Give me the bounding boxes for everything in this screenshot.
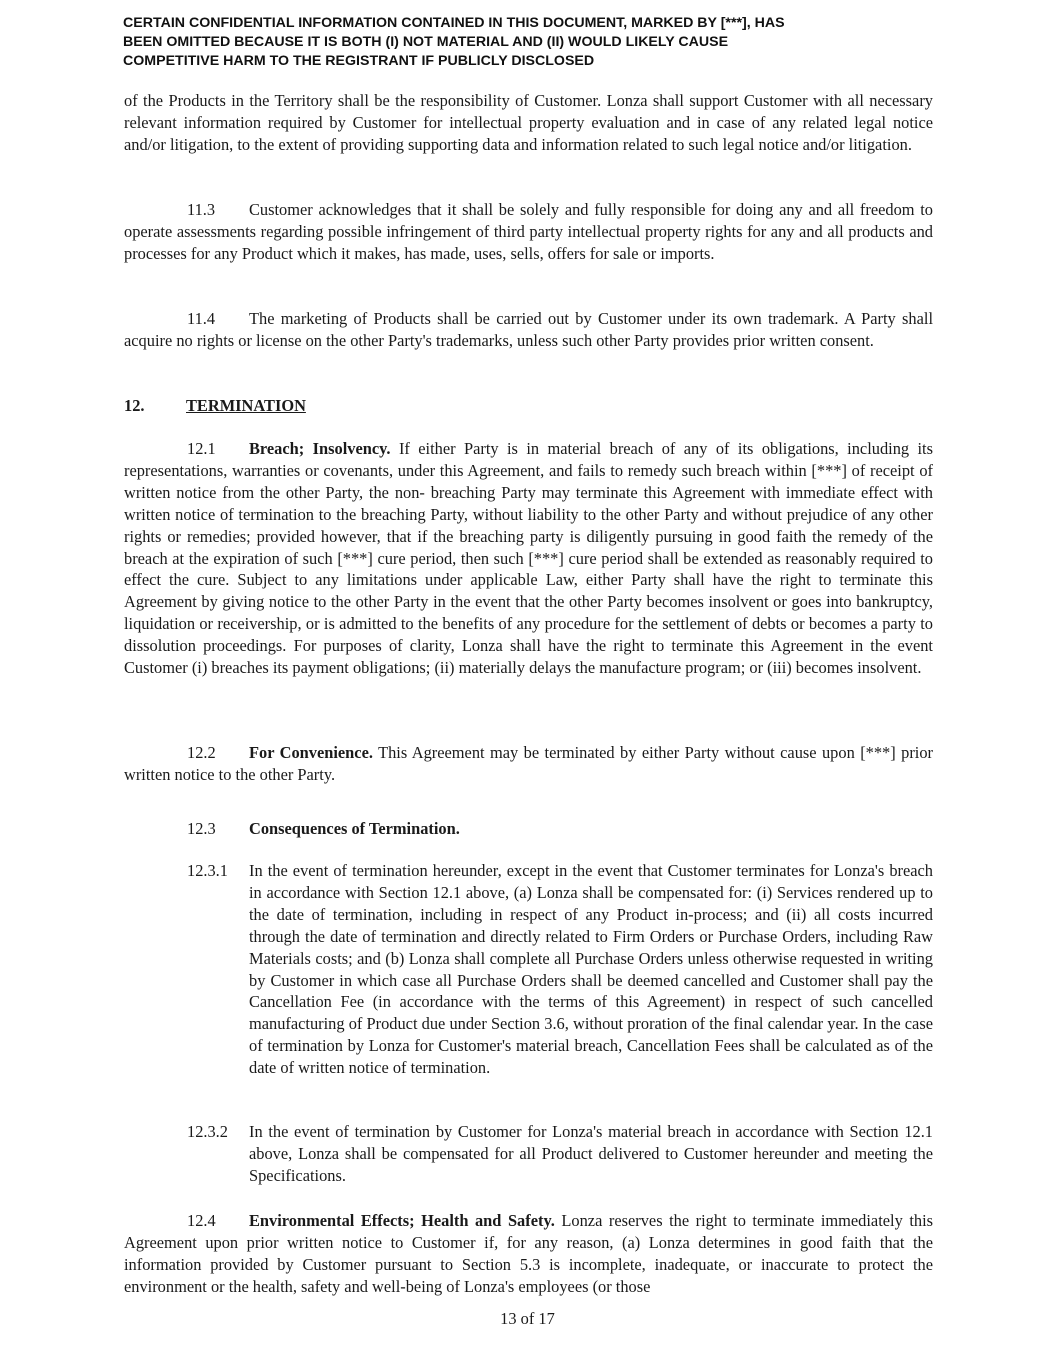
section-title: Consequences of Termination.	[249, 819, 460, 838]
section-number: 12.3.2	[187, 1122, 228, 1141]
section-text: In the event of termination hereunder, except in the event that Customer terminates for Lonza's breach in accordance with Section 12.1 above, (a) Lonza shall be compensated for: (i) Services rendered up to the date of termination, including in respect of any Product in-process; and (ii) all costs incurred through the date of termination and directly related to Firm Orders or Purchase Orders, including Raw Materials costs; and (b) Lonza shall complete all Purchase Orders unless otherwise requested in writing by Customer in which case all Purchase Orders shall be deemed cancelled and Customer shall pay the Cancellation Fee (in accordance with the terms of this Agreement) in respect of such cancelled manufacturing of Product due under Section 3.6, without proration of the final calendar year. In the case of termination by Lonza for Customer's material breach, Cancellation Fees shall be calculated as of the date of written notice of termination.	[249, 861, 933, 1078]
section-text: Lonza reserves the right to terminate immediately this Agreement upon prior written notice to Customer if, for any reason, (a) Lonza determines in good faith that the information provided by Customer pursuant to Section 5.3 is incomplete, inadequate, or inaccurate to protect the environment or the health, safety and well-being of Lonza's employees (or those	[124, 1211, 934, 1296]
confidentiality-header	[123, 14, 943, 72]
section-text: This Agreement may be terminated by either Party without cause upon [***] prior written notice to the other Party.	[124, 743, 933, 784]
section-number: 12.3.1	[187, 861, 228, 880]
continuation-paragraph: of the Products in the Territory shall be the responsibility of Customer. Lonza shall support Customer with all necessary relevant information required by Customer for intellectual property evaluation and in case of any related legal notice and/or litigation, to the extent of providing supporting data and information related to such legal notice and/or litigation.	[124, 91, 933, 154]
section-12-heading	[124, 395, 306, 417]
section-12-4	[124, 1210, 933, 1298]
section-title: For Convenience.	[249, 743, 373, 762]
section-number: 12.	[124, 396, 145, 415]
section-12-3-heading	[187, 818, 460, 840]
header-line-3: COMPETITIVE HARM TO THE REGISTRANT IF PUBLICLY DISCLOSED	[123, 53, 595, 70]
section-text: The marketing of Products shall be carried out by Customer under its own trademark. A Party shall acquire no rights or license on the other Party's trademarks, unless such other Party provides prior written consent.	[124, 309, 933, 350]
section-12-1	[124, 438, 933, 679]
section-title: TERMINATION	[186, 396, 306, 415]
section-text: In the event of termination by Customer for Lonza's material breach in accordance with Section 12.1 above, Lonza shall be compensated for all Product delivered to Customer hereunder and meeting the Specifications.	[249, 1122, 933, 1185]
section-number: 12.1	[187, 439, 216, 458]
header-line-2: BEEN OMITTED BECAUSE IT IS BOTH (I) NOT MATERIAL AND (II) WOULD LIKELY CAUSE	[123, 34, 729, 51]
section-title: Breach; Insolvency.	[249, 439, 391, 458]
section-number: 12.4	[187, 1211, 216, 1230]
section-12-3-1	[187, 860, 933, 1079]
section-12-2	[124, 742, 933, 786]
section-title: Environmental Effects; Health and Safety.	[249, 1211, 555, 1230]
section-text: If either Party is in material breach of any of its obligations, including its representations, warranties or covenants, under this Agreement, and fails to remedy such breach within [***] of receipt of written notice from the other Party, the non- breaching Party may terminate this Agreement with immediate effect with written notice of termination to the breaching Party, without liability to the other Party and without prejudice of any other rights or remedies; provided however, that if the breaching party is diligently pursuing in good faith the remedy of the breach at the expiration of such [***] cure period, then such [***] cure period shall be extended as reasonably required to effect the cure. Subject to any limitations under applicable Law, either Party shall have the right to terminate this Agreement by giving notice to the other Party in the event that the other Party becomes insolvent or goes into bankruptcy, liquidation or receivership, or is admitted to the benefits of any procedure for the settlement of debts or becomes a party to dissolution proceedings. For purposes of clarity, Lonza shall have the right to terminate this Agreement in the event Customer (i) breaches its payment obligations; (ii) materially delays the manufacture program; or (iii) becomes insolvent.	[124, 439, 933, 678]
header-line-1: CERTAIN CONFIDENTIAL INFORMATION CONTAINED IN THIS DOCUMENT, MARKED BY [***], HAS	[123, 15, 785, 31]
section-11-4	[124, 308, 933, 352]
page-number: 13 of 17	[500, 1309, 555, 1328]
section-text: Customer acknowledges that it shall be solely and fully responsible for doing any and all freedom to operate assessments regarding possible infringement of third party intellectual property rights for any and all products and processes for any Product which it makes, has made, uses, sells, offers for sale or imports.	[124, 200, 933, 263]
section-number: 11.3	[187, 200, 216, 219]
section-number: 11.4	[187, 309, 216, 328]
section-12-3-2	[187, 1121, 933, 1187]
section-number: 12.2	[187, 743, 216, 762]
section-number: 12.3	[187, 819, 216, 838]
section-11-3	[124, 199, 933, 265]
